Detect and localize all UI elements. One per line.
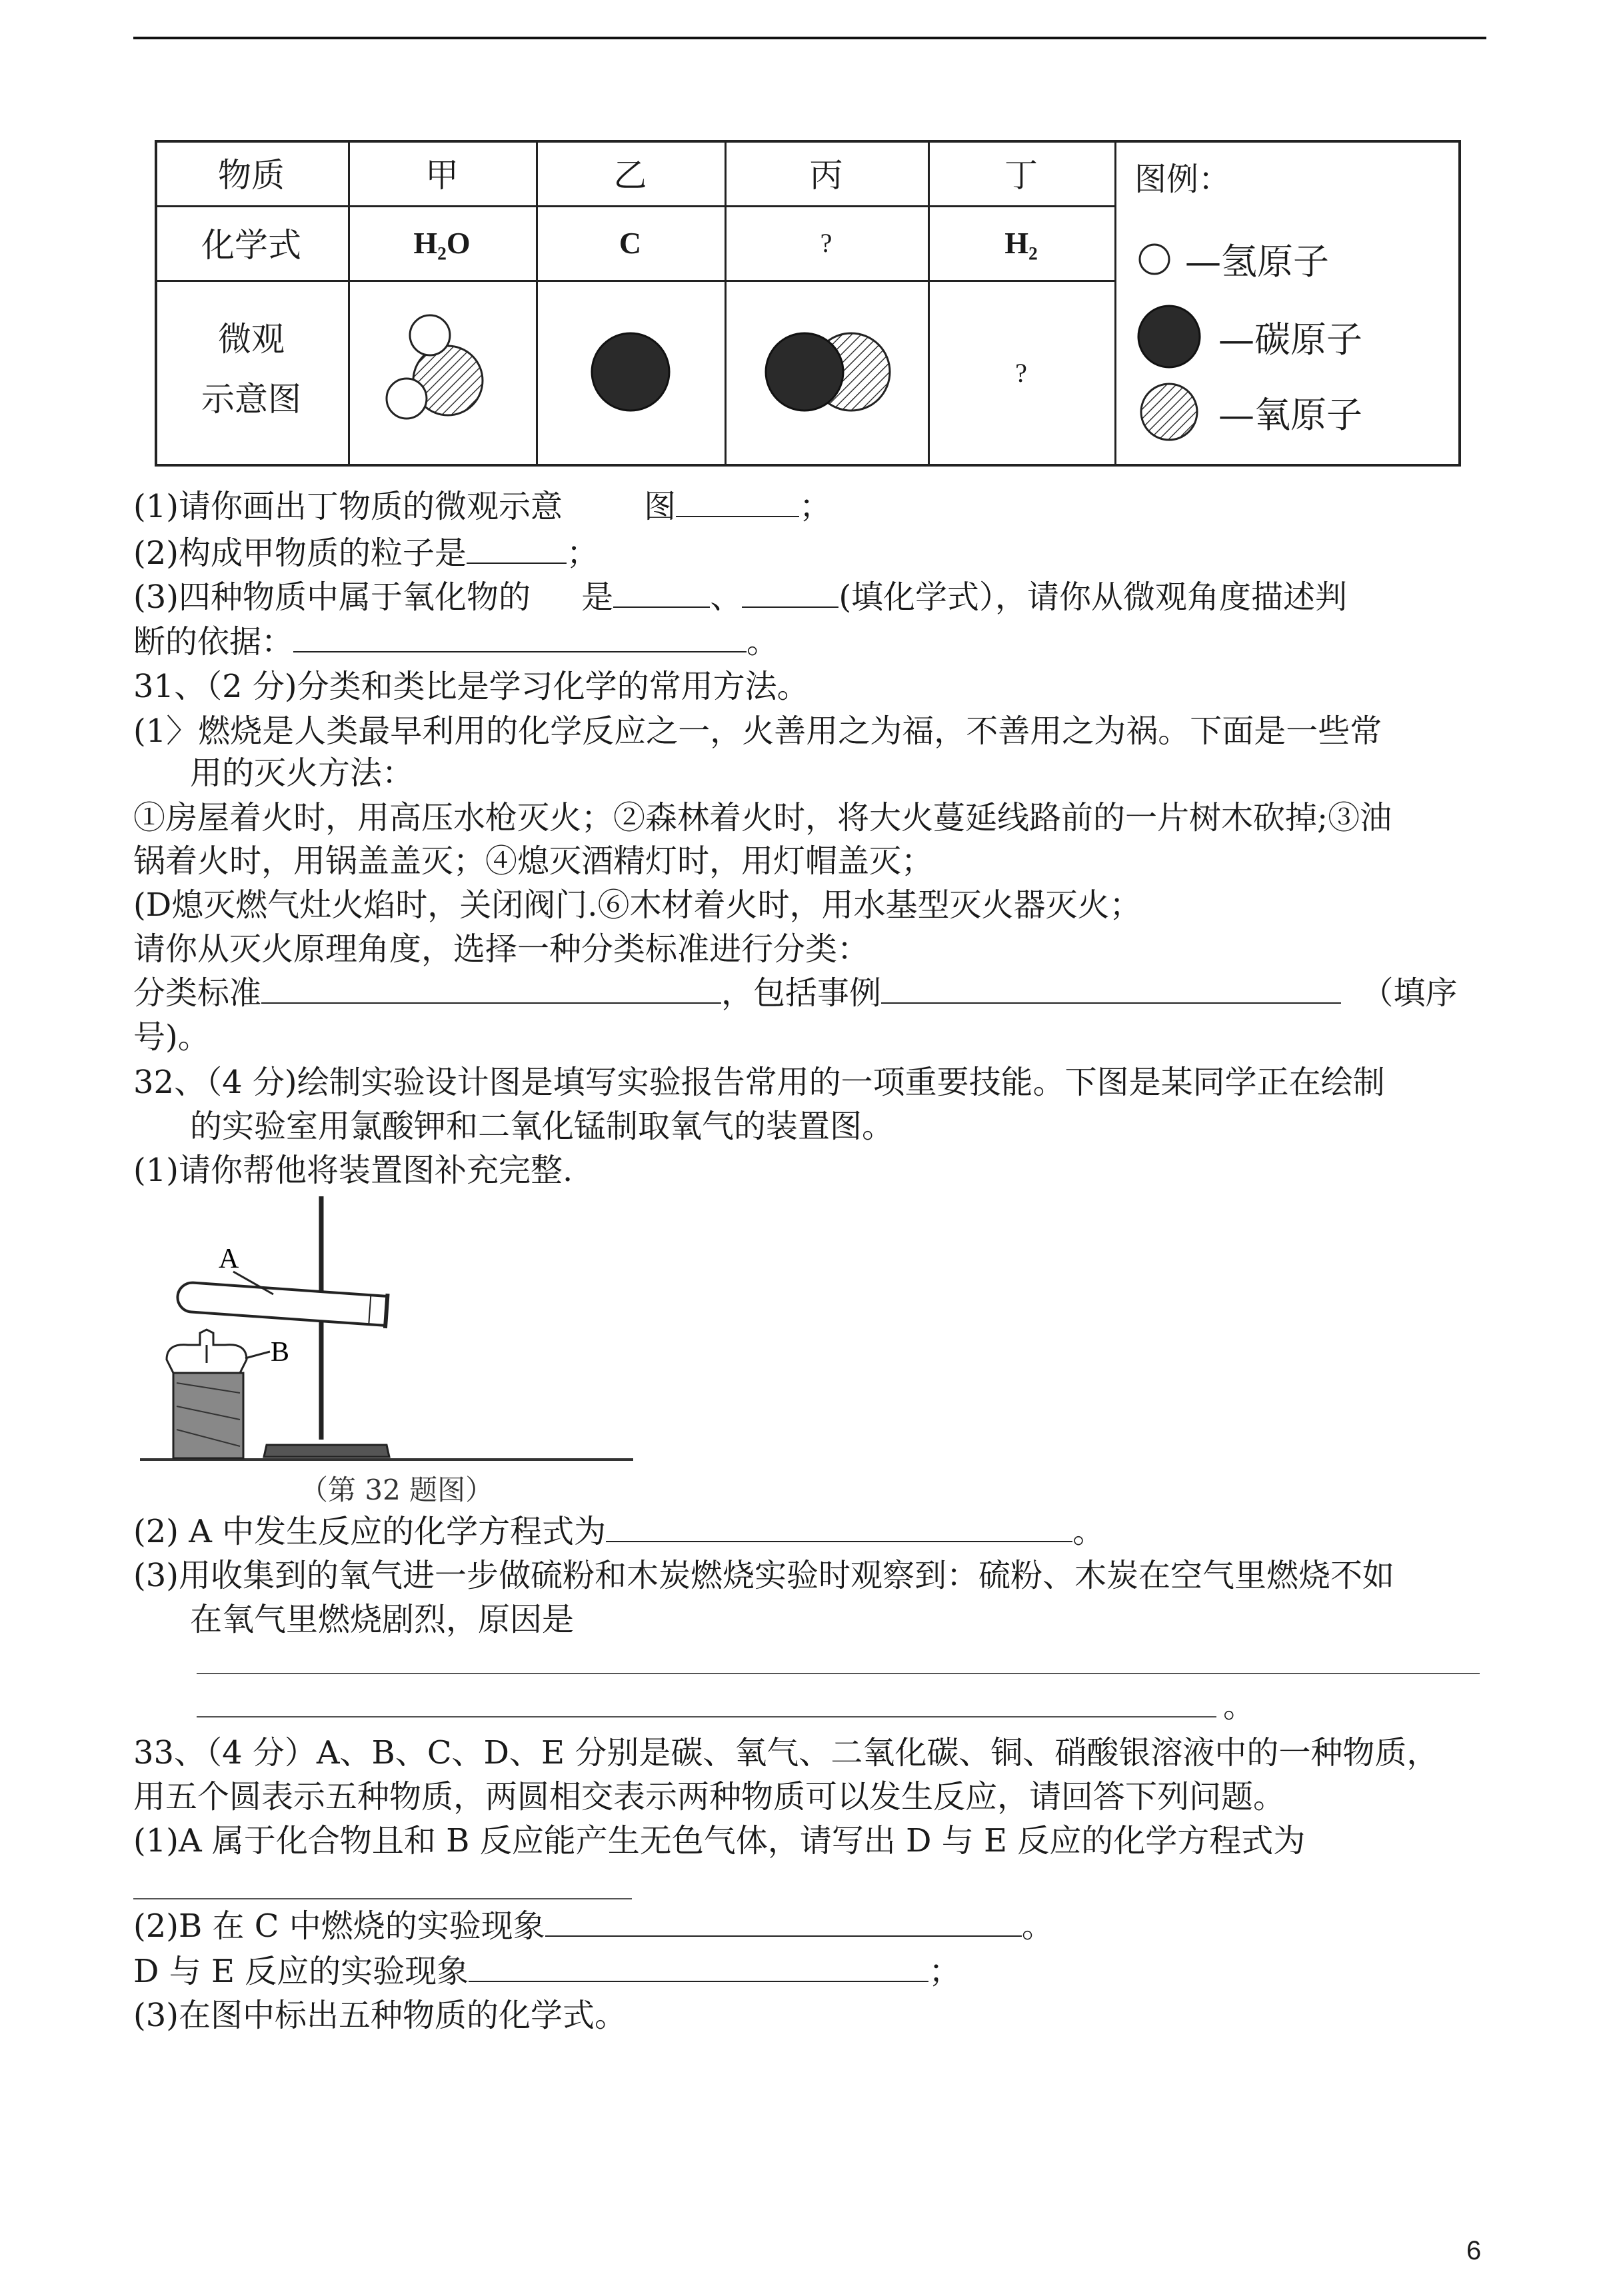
q33-part2a: (2)B 在 C 中燃烧的实验现象 。 — [133, 1907, 1054, 1945]
page-number: 6 — [1466, 2236, 1482, 2265]
formula-ding: H₂ — [1004, 225, 1038, 260]
header-yi: 乙 — [613, 156, 647, 195]
q32-part3-cont: 在氧气里燃烧剧烈，原因是 — [190, 1601, 575, 1638]
q33-part2b: D 与 E 反应的实验现象 ； — [133, 1953, 961, 1990]
q32-part2: (2) A 中发生反应的化学方程式为 。 — [133, 1513, 1105, 1550]
legend-oxygen: —氧原子 — [1134, 379, 1362, 445]
legend-hydrogen: —氢原子 — [1134, 233, 1329, 285]
answer-line — [197, 1716, 1216, 1718]
q33-title: 33、（4 分）A、B、C、D、E 分别是碳、氧气、二氧化碳、铜、硝酸银溶液中的一种物质， — [133, 1734, 1439, 1771]
carbon-atom-diagram — [536, 282, 725, 464]
formula-bing: ? — [820, 227, 832, 258]
co-molecule-diagram — [725, 282, 928, 464]
label-b: B — [271, 1337, 290, 1368]
answer-line — [197, 1673, 1480, 1674]
q32-part3-end: 。 — [1223, 1688, 1256, 1725]
micro-ding-unknown: ? — [1015, 358, 1027, 388]
apparatus-figure — [140, 1193, 647, 1513]
q31-method-1: ①房屋着火时，用高压水枪灭火；②森林着火时，将大火蔓延线路前的一片树木砍掉;③油 — [133, 799, 1392, 836]
q30-part2: (2)构成甲物质的粒子是 ； — [133, 535, 599, 572]
substance-table — [155, 140, 1461, 467]
oxygen-atom-icon — [1134, 379, 1208, 445]
q31-intro: (1〉燃烧是人类最早利用的化学反应之一，火善用之为福，不善用之为祸。下面是一些常 — [133, 712, 1382, 750]
q31-method-3: (D熄灭燃气灶火焰时，关闭阀门.⑥木材着火时，用水基型灭火器灭火； — [133, 886, 1142, 924]
formula-yi: C — [619, 225, 642, 260]
carbon-atom-icon — [1134, 303, 1208, 370]
header-ding: 丁 — [1004, 156, 1038, 195]
q31-title: 31、（2 分)分类和类比是学习化学的常用方法。 — [133, 668, 809, 705]
q30-part3-cont: 断的依据： 。 — [133, 623, 779, 660]
header-jia: 甲 — [425, 156, 459, 195]
q31-intro-cont: 用的灭火方法： — [190, 754, 415, 792]
q33-part3: (3)在图中标出五种物质的化学式。 — [133, 1997, 627, 2034]
q32-title-cont: 的实验室用氯酸钾和二氧化锰制取氧气的装置图。 — [190, 1108, 894, 1145]
answer-line — [133, 1898, 632, 1899]
micro-label-1: 微观 — [218, 320, 285, 359]
legend-carbon: —碳原子 — [1134, 303, 1362, 370]
micro-label-2: 示意图 — [201, 380, 301, 419]
header-rule — [133, 37, 1486, 39]
label-a: A — [219, 1244, 239, 1274]
hydrogen-atom-icon — [1134, 239, 1174, 279]
q31-classify-cont: 号)。 — [133, 1018, 210, 1056]
q33-title-cont: 用五个圆表示五种物质，两圆相交表示两种物质可以发生反应，请回答下列问题。 — [133, 1778, 1286, 1815]
q32-title: 32、（4 分)绘制实验设计图是填写实验报告常用的一项重要技能。下图是某同学正在绘制 — [133, 1064, 1385, 1101]
water-molecule-diagram — [348, 282, 536, 464]
formula-label: 化学式 — [201, 226, 301, 265]
header-substance: 物质 — [218, 156, 285, 195]
q30-part1: (1)请你画出丁物质的微观示意 图 ； — [133, 488, 832, 525]
q30-part3: (3)四种物质中属于氧化物的 是 、 (填化学式），请你从微观角度描述判 — [133, 578, 1348, 616]
q31-ask: 请你从灭火原理角度，选择一种分类标准进行分类： — [133, 930, 870, 968]
q31-method-2: 锅着火时，用锅盖盖灭；④熄灭酒精灯时，用灯帽盖灭； — [133, 842, 934, 880]
q32-part3: (3)用收集到的氧气进一步做硫粉和木炭燃烧实验时观察到：硫粉、木炭在空气里燃烧不如 — [133, 1557, 1394, 1594]
legend-title: 图例： — [1134, 161, 1231, 198]
q33-part1: (1)A 属于化合物且和 B 反应能产生无色气体，请写出 D 与 E 反应的化学方程式为 — [133, 1822, 1306, 1859]
figure-caption: （第 32 题图） — [300, 1474, 494, 1506]
formula-jia: H₂O — [413, 225, 471, 260]
header-bing: 丙 — [809, 156, 843, 195]
q31-classify: 分类标准 ，包括事例 （填序 — [133, 974, 1458, 1012]
q32-part1: (1)请你帮他将装置图补充完整. — [133, 1152, 573, 1189]
